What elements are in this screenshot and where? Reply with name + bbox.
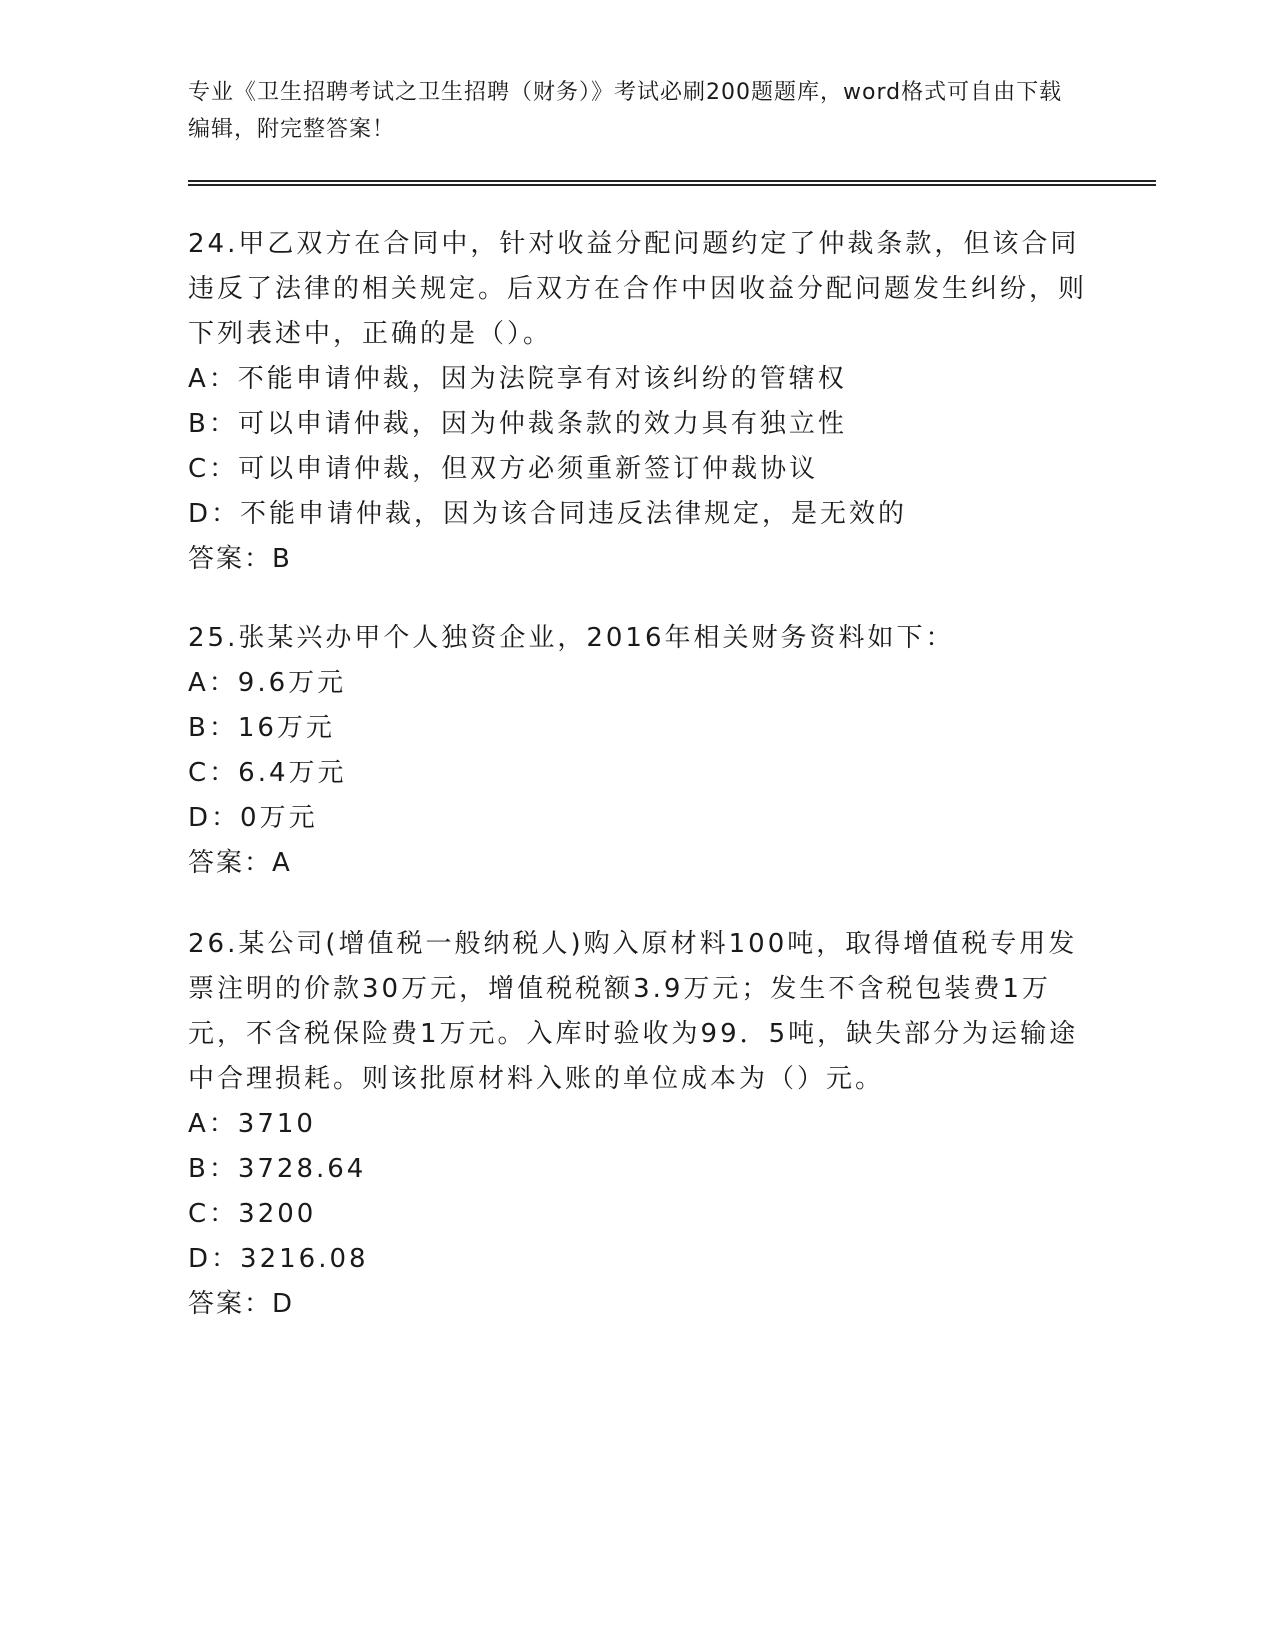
question-26	[188, 922, 1088, 1327]
header-divider	[188, 180, 1156, 186]
option-b: B：3728.64	[188, 1154, 367, 1184]
answer: 答案：D	[188, 1289, 295, 1319]
question-25	[188, 616, 1088, 886]
option-d: D：0万元	[188, 803, 318, 833]
question-stem: 24.甲乙双方在合同中，针对收益分配问题约定了仲裁条款，但该合同违反了法律的相关规定。后双方在合作中因收益分配问题发生纠纷，则下列表述中，正确的是（）。	[188, 229, 1088, 349]
question-stem: 26.某公司(增值税一般纳税人)购入原材料100吨，取得增值税专用发票注明的价款30万元，增值税税额3.9万元；发生不含税包装费1万元，不含税保险费1万元。入库时验收为99．5吨，缺失部分为运输途中合理损耗。则该批原材料入账的单位成本为（）元。	[188, 929, 1079, 1094]
option-c: C：6.4万元	[188, 758, 347, 788]
answer: 答案：B	[188, 544, 292, 574]
option-c: C：可以申请仲裁，但双方必须重新签订仲裁协议	[188, 454, 819, 484]
option-a: A：9.6万元	[188, 668, 347, 698]
document-header	[188, 74, 1068, 148]
answer: 答案：A	[188, 848, 292, 878]
option-b: B：可以申请仲裁，因为仲裁条款的效力具有独立性	[188, 409, 847, 439]
option-d: D：3216.08	[188, 1244, 369, 1274]
option-c: C：3200	[188, 1199, 317, 1229]
header-intro-text: 专业《卫生招聘考试之卫生招聘（财务）》考试必刷200题题库，word格式可自由下载编辑，附完整答案！	[188, 80, 1063, 142]
option-b: B：16万元	[188, 713, 335, 743]
question-24	[188, 222, 1088, 582]
option-a: A：不能申请仲裁，因为法院享有对该纠纷的管辖权	[188, 364, 847, 394]
option-a: A：3710	[188, 1109, 316, 1139]
question-stem: 25.张某兴办甲个人独资企业，2016年相关财务资料如下：	[188, 623, 955, 653]
option-d: D：不能申请仲裁，因为该合同违反法律规定，是无效的	[188, 499, 908, 529]
